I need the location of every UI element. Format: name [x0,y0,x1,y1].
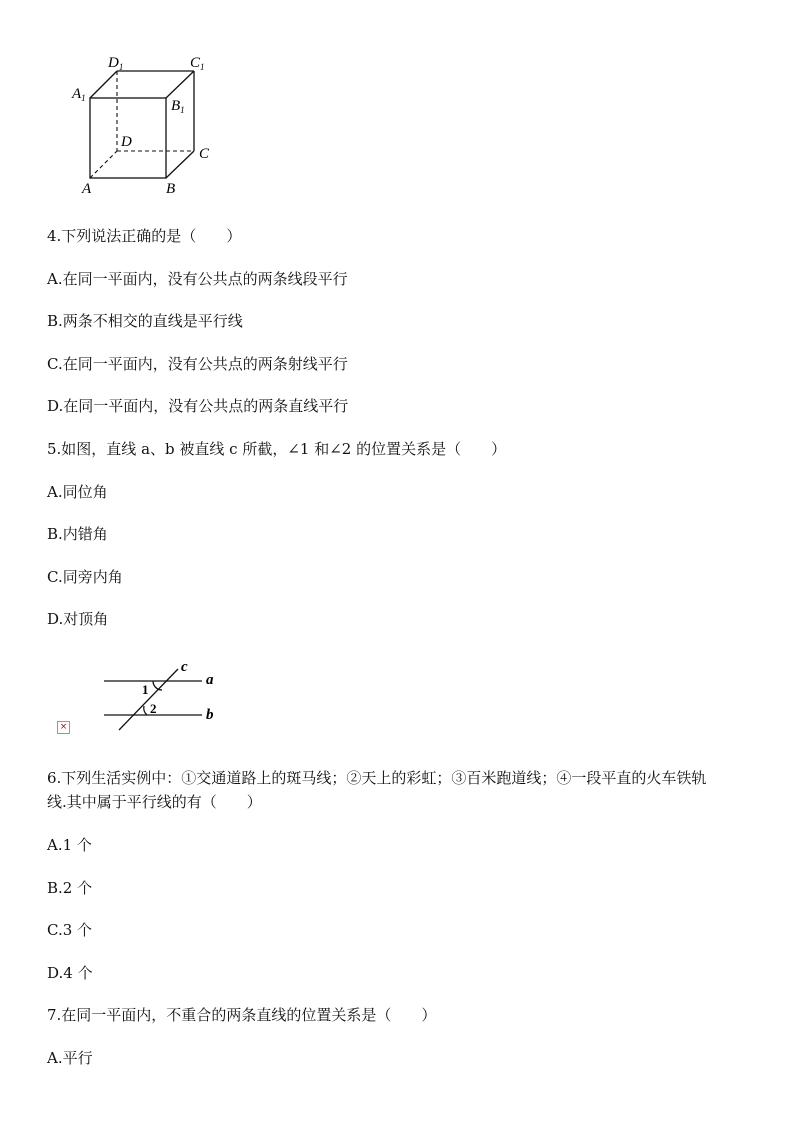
cube-figure [60,45,230,200]
cube-hidden-edge-AD [90,151,117,178]
question7-option-a: A.平行 [47,1049,93,1067]
label-b: b [206,707,214,723]
line-c [119,669,178,730]
question6-stem-line1: 6.下列生活实例中：①交通道路上的斑马线；②天上的彩虹；③百米跑道线；④一段平直的火车铁轨 [47,769,707,787]
label-A1: $A_1$ [72,86,86,103]
label-D1: $D_1$ [108,55,124,72]
cube-edge-A1D1 [90,71,117,98]
question5-stem: 5.如图，直线 a、b 被直线 c 所截，∠1 和∠2 的位置关系是（ ） [47,440,507,458]
angle-2-arc [144,706,147,715]
label-angle-2: 2 [150,701,157,716]
cube-edge-B1C1 [166,71,194,98]
label-angle-1: 1 [142,682,149,697]
label-B1: $B_1$ [171,98,185,115]
angle-1-arc [153,681,162,690]
label-A: A [82,181,92,197]
question6-option-d: D.4 个 [47,964,93,982]
question5-option-a: A.同位角 [47,483,108,501]
label-D: D [121,134,132,150]
question5-option-d: D.对顶角 [47,610,109,628]
question5-option-c: C.同旁内角 [47,568,123,586]
question4-option-a: A.在同一平面内，没有公共点的两条线段平行 [47,270,348,288]
question5-option-b: B.内错角 [47,525,108,543]
label-c: c [181,659,188,675]
question6-option-a: A.1 个 [47,836,92,854]
label-C1: $C_1$ [190,55,205,72]
label-B: B [166,181,176,197]
question4-option-b: B.两条不相交的直线是平行线 [47,312,243,330]
question6-option-c: C.3 个 [47,921,93,939]
cube-edge-BC [166,151,194,178]
parallel-lines-figure [95,655,230,735]
question7-stem: 7.在同一平面内，不重合的两条直线的位置关系是（ ） [47,1006,437,1024]
question4-stem: 4.下列说法正确的是（ ） [47,227,242,245]
label-C: C [199,146,210,162]
question6-stem-line2: 线.其中属于平行线的有（ ） [47,793,262,811]
broken-image-icon: × [57,721,70,734]
question4-option-d: D.在同一平面内，没有公共点的两条直线平行 [47,397,349,415]
question6-option-b: B.2 个 [47,879,93,897]
label-a: a [206,672,214,688]
question4-option-c: C.在同一平面内，没有公共点的两条射线平行 [47,355,348,373]
